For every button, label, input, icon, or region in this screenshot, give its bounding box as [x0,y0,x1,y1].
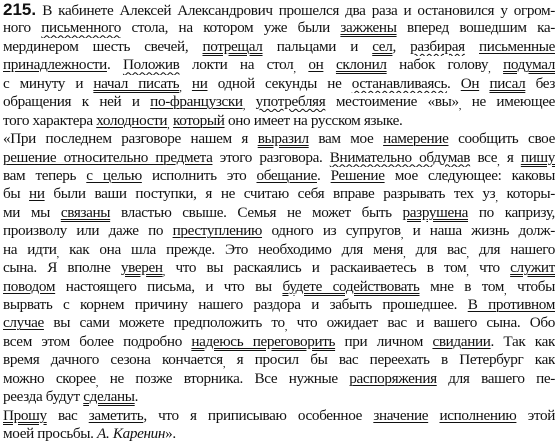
text-line-11: бы ни были ваши поступки, я не считаю себя вправе разрывать тех уз, которы- [3,185,555,204]
text-line-18: случае вы сами можете предположить то, что ожидает вас и вашего сына. Обо [3,314,555,333]
text-line-24: моей просьбы. А. Каренин». [3,425,176,443]
text-line-15: сына. Я вполне уверен, что вы раскаялись и раскаиваетесь в том, что служит [3,259,555,278]
text-line-23: Прошу вас заметить, что я приписываю особенное значение исполнению этой [3,406,555,424]
text-line-12: ми мы связаны властью свыше. Семья не может быть разрушена по капризу, [3,203,555,221]
text-line-20: время дачного сезона кончается, я просил бы вас переехать в Петербург как [3,351,555,370]
text-line-1 [3,1,555,19]
text-line-13: произволу или даже по преступлению одного из супругов, и наша жизнь долж- [3,222,555,241]
text-line-14: на идти, как она шла прежде. Это необходимо для меня, для вас, для нашего [3,240,555,260]
text-line-16: поводом настоящего письма, и что вы будете содействовать мне в том, чтобы [3,277,555,296]
line-1-text: В кабинете Алексей Александрович прошелся два раза и остановился у огром- [42,2,555,19]
text-line-5: с минуту и начал писать, ни одной секунды не останавливаясь. Он писал без [3,74,555,94]
text-line-17: вырвать с корнем причину нашего раздора и забыть прошедшее. В противном [3,296,555,313]
text-line-7: того характера холодности, который оно имеет на русском языке. [3,111,403,131]
text-line-19: всем этом более подробно надеюсь переговорить при личном свидании. Так как [3,332,555,350]
text-line-8: «При последнем разговоре нашем я выразил вам мое намерение сообщить свое [3,130,555,148]
text-line-21: можно скорее, не позже вторника. Все нужные распоряжения для вашего пе- [3,369,555,389]
text-line-22: реезда будут сделаны. [3,388,139,406]
text-line-4: принадлежности. Положив локти на стол, он склонил набок голову, подумал [3,56,555,75]
text-line-3: мердинером шесть свечей, потрещал пальцами и сел, разбирая письменные [3,37,555,55]
exercise-text [3,1,555,443]
text-line-10: вам теперь с целью исполнить это обещание. Решение мое следующее: каковы [3,166,555,184]
text-line-6: обращения к ней и по-французски, употребляя местоимение «вы», не имеющее [3,93,555,112]
exercise-number: 215. [3,1,37,19]
text-line-9: решение относительно предмета этого разговора. Внимательно обдумав все, я пишу [3,148,555,167]
text-line-2: ного письменного стола, на котором уже были зажжены вперед вошедшим ка- [3,19,555,37]
